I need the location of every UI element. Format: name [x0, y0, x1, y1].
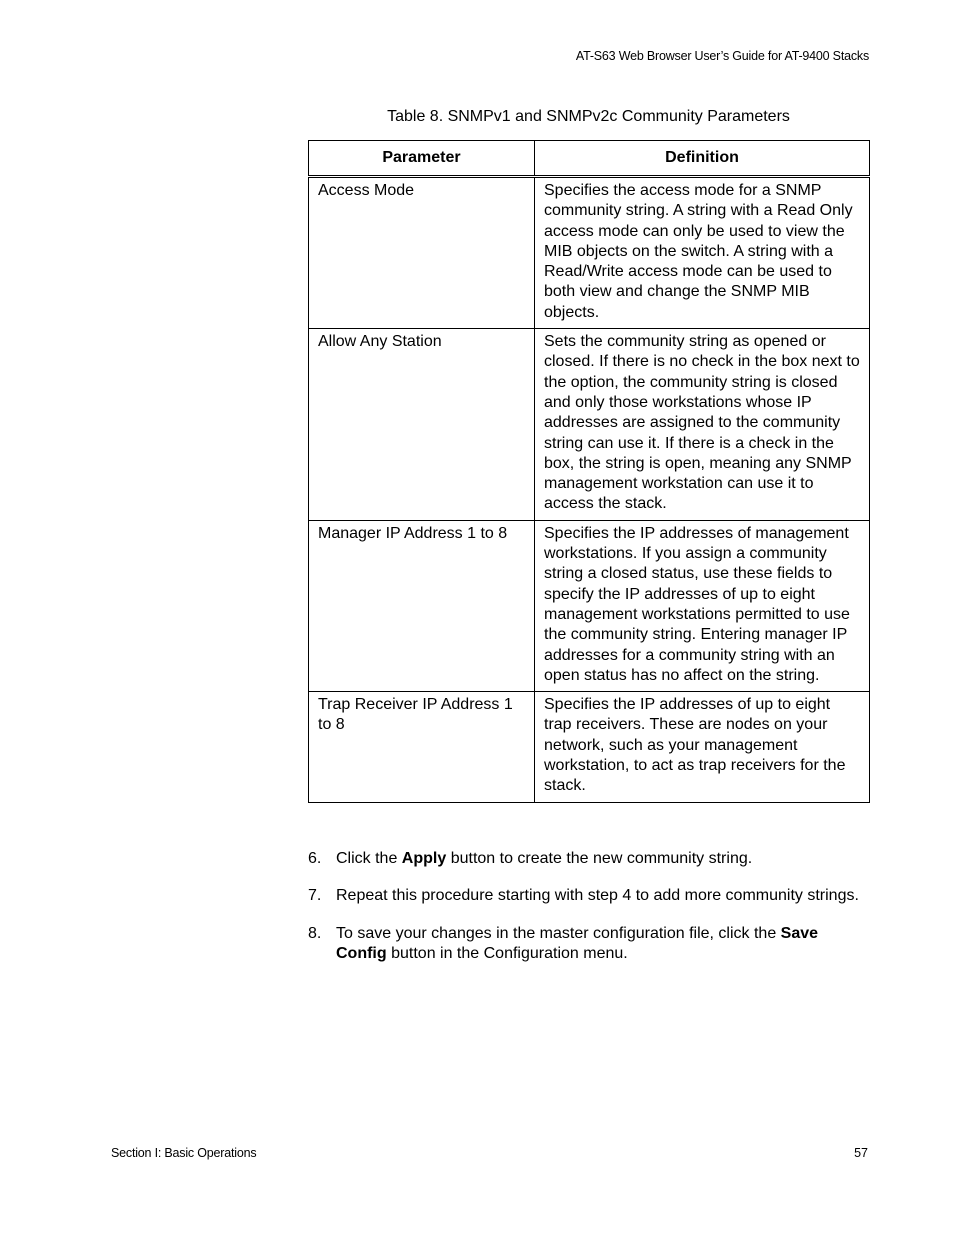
table-row	[309, 692, 870, 802]
table-caption: Table 8. SNMPv1 and SNMPv2c Community Parameters	[387, 108, 790, 125]
step-text-part: Repeat this procedure starting with step 4 to add more community strings.	[336, 887, 859, 905]
definition-cell: Specifies the access mode for a SNMP community string. A string with a Read Only access mode can only be used to view the MIB objects on the switch. A string with a Read/Write access mode can be used to both view and change the SNMP MIB objects.	[535, 177, 870, 329]
table-row	[309, 329, 870, 521]
running-header: AT-S63 Web Browser User’s Guide for AT-9400 Stacks	[575, 49, 869, 63]
step-number: 6.	[308, 850, 322, 867]
step-text-part: button in the Configuration menu.	[386, 944, 628, 962]
parameter-cell: Access Mode	[309, 177, 535, 329]
step-text-part: Click the	[336, 850, 402, 867]
definition-cell: Specifies the IP addresses of management workstations. If you assign a community string a closed status, use these fields to specify the IP addresses of up to eight management workstations permitted to use the community string. Entering manager IP addresses for a community string with an open status has no affect on the string.	[535, 520, 870, 691]
step-text-part: To save your changes in the master configuration file, click the	[336, 924, 781, 942]
table-row	[309, 177, 870, 329]
step-text	[336, 849, 868, 869]
step-number: 8.	[308, 924, 322, 942]
parameter-cell: Allow Any Station	[309, 329, 535, 521]
definition-cell: Sets the community string as opened or closed. If there is no check in the box next to the option, the community string is closed and only those workstations whose IP addresses are assigned to the community string can use it. If there is a check in the box, the string is open, meaning any SNMP management workstation can use it to access the stack.	[535, 329, 870, 521]
save-config-button-reference: Save Config	[336, 924, 819, 962]
parameter-cell: Trap Receiver IP Address 1 to 8	[309, 692, 535, 802]
procedure-steps	[308, 849, 868, 981]
step-number: 7.	[308, 887, 322, 905]
step-item	[308, 886, 868, 906]
parameter-cell: Manager IP Address 1 to 8	[309, 520, 535, 691]
column-header-parameter: Parameter	[309, 141, 535, 177]
parameters-table	[308, 140, 870, 803]
definition-cell: Specifies the IP addresses of up to eight trap receivers. These are nodes on your network, such as your management workstation, to act as trap receivers for the stack.	[535, 692, 870, 802]
column-header-definition: Definition	[535, 141, 870, 177]
table-header-row	[309, 141, 870, 177]
step-text	[336, 924, 868, 965]
table-row	[309, 520, 870, 691]
page-number: 57	[854, 1146, 868, 1160]
step-item	[308, 924, 868, 965]
step-text-part: button to create the new community string.	[446, 850, 753, 867]
apply-button-reference: Apply	[401, 850, 447, 867]
footer-section: Section I: Basic Operations	[111, 1146, 257, 1160]
step-text	[336, 886, 868, 906]
step-item	[308, 849, 868, 869]
